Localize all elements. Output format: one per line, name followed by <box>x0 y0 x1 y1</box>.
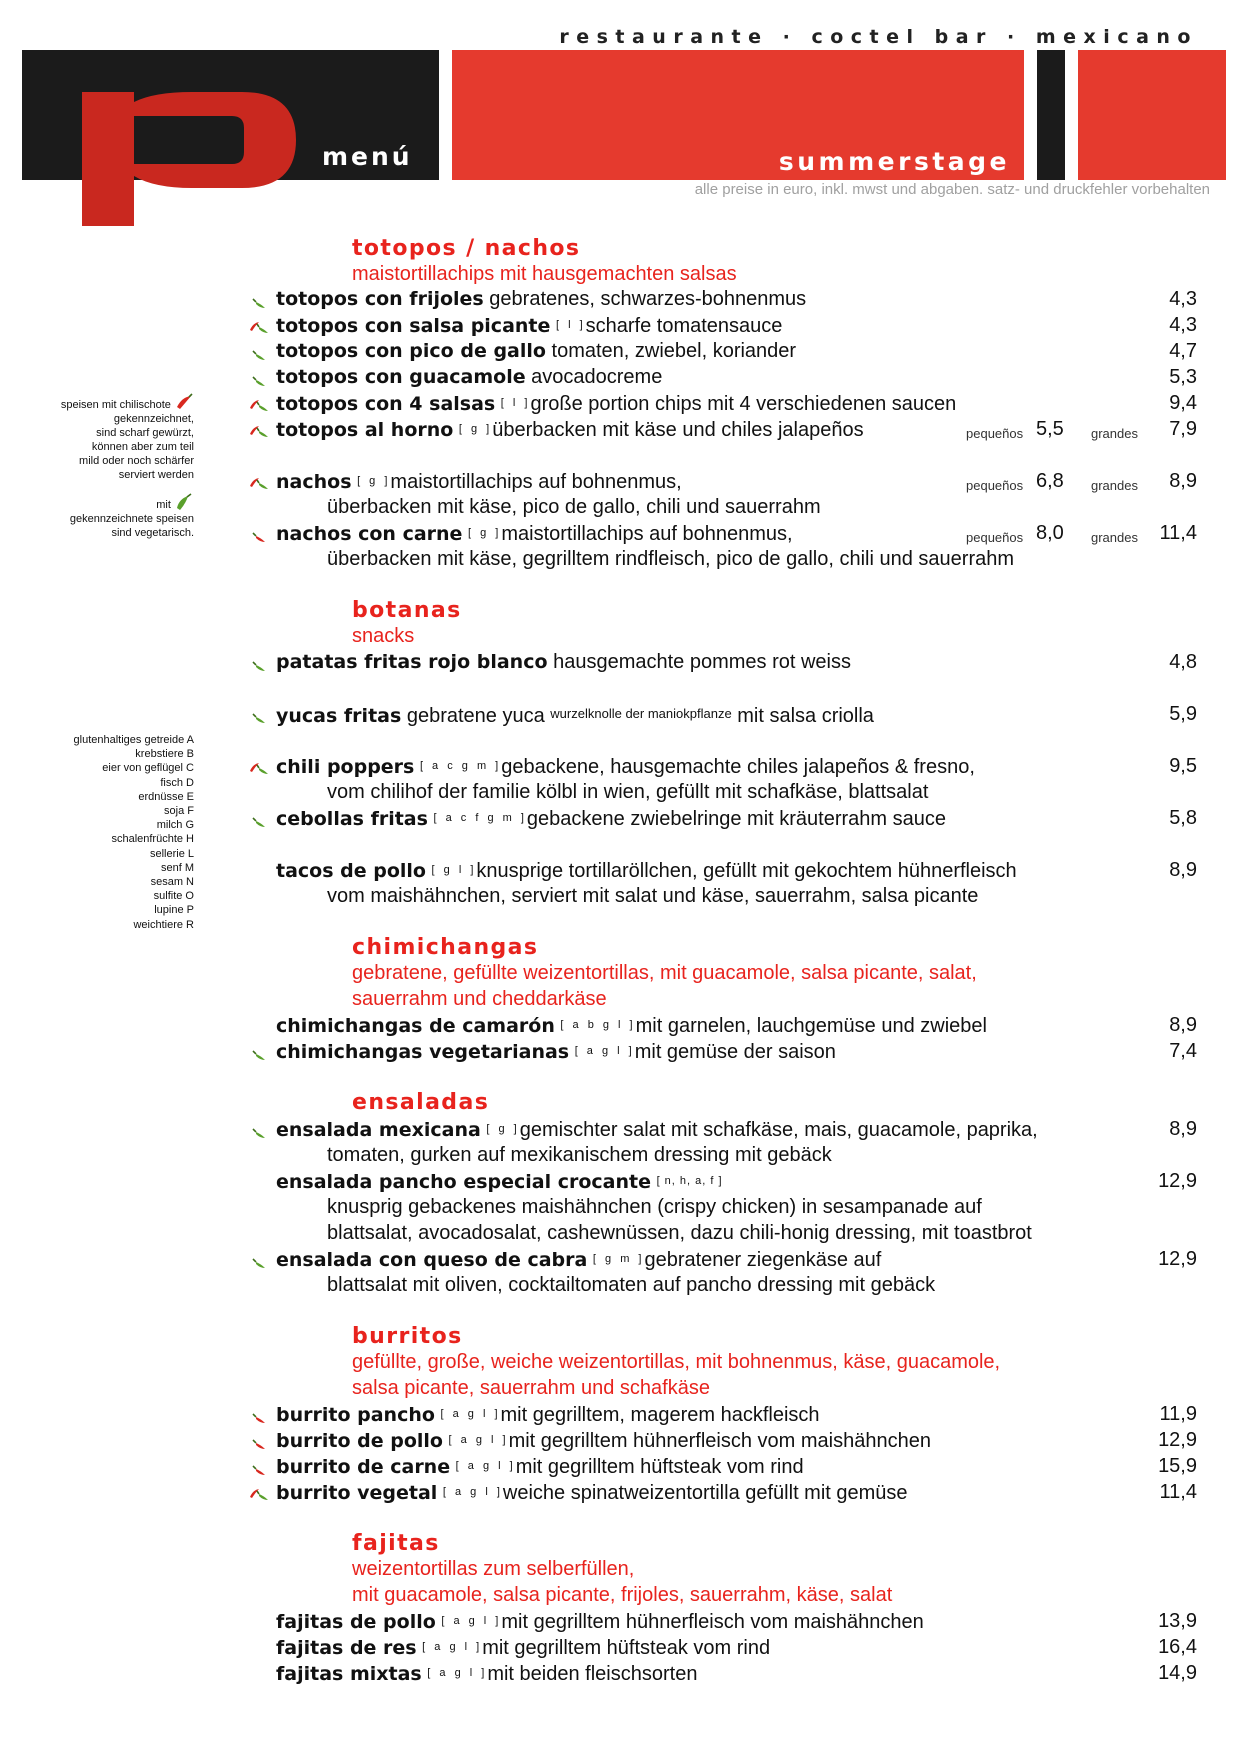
menu-item: burrito vegetal [ a g l ]weiche spinatweizentortilla gefüllt mit gemüse <box>276 1482 908 1504</box>
veg-legend: mit gekennzeichnete speisen sind vegetarisch. <box>70 493 194 540</box>
price-small: 8,0 <box>1036 522 1064 544</box>
item-description-continued: knusprig gebackenes maishähnchen (crispy chicken) in sesampanade auf <box>327 1196 982 1218</box>
menu-item: burrito de pollo [ a g l ]mit gegrilltem hühnerfleisch vom maishähnchen <box>276 1430 931 1452</box>
item-price: 5,8 <box>1169 807 1197 829</box>
item-description-continued: vom maishähnchen, serviert mit salat und käse, sauerrahm, salsa picante <box>327 885 979 907</box>
item-description-continued: überbacken mit käse, gegrilltem rindfleisch, pico de gallo, chili und sauerrahm <box>327 548 1015 570</box>
red-pepper-icon <box>246 1459 272 1477</box>
price-disclaimer: alle preise in euro, inkl. mwst und abgaben. satz- und druckfehler vorbehalten <box>694 181 1210 198</box>
menu-item: ensalada mexicana [ g ]gemischter salat mit schafkäse, mais, guacamole, paprika, <box>276 1119 1038 1141</box>
tagline: restaurante · coctel bar · mexicano <box>559 26 1198 48</box>
menu-item: fajitas de res [ a g l ]mit gegrilltem hüftsteak vom rind <box>276 1637 771 1659</box>
menu-item: fajitas de pollo [ a g l ]mit gegrilltem hühnerfleisch vom maishähnchen <box>276 1611 924 1633</box>
item-description-continued: blattsalat, avocadosalat, cashewnüssen, dazu chili-honig dressing, mit toastbrot <box>327 1222 1032 1244</box>
chili-mix-icon <box>246 396 272 414</box>
section-subtitle: gebratene, gefüllte weizentortillas, mit guacamole, salsa picante, salat, <box>352 962 977 984</box>
item-price: 4,3 <box>1169 314 1197 336</box>
chili-mix-icon <box>246 318 272 336</box>
green-pepper-icon <box>246 707 272 725</box>
menu-item: fajitas mixtas [ a g l ]mit beiden fleischsorten <box>276 1663 698 1685</box>
menu-item: ensalada con queso de cabra [ g m ]gebratener ziegenkäse auf <box>276 1249 882 1271</box>
section-subtitle: gefüllte, große, weiche weizentortillas, mit bohnenmus, käse, guacamole, <box>352 1351 1001 1373</box>
item-price: 7,4 <box>1169 1040 1197 1062</box>
header-black-bar <box>1037 50 1065 180</box>
green-pepper-icon <box>246 344 272 362</box>
red-pepper-icon <box>246 526 272 544</box>
price-large: 8,9 <box>1169 470 1197 492</box>
item-description-continued: vom chilihof der familie kölbl in wien, gefüllt mit schafkäse, blattsalat <box>327 781 929 803</box>
item-price: 9,4 <box>1169 392 1197 414</box>
header-red-bar <box>1078 50 1226 180</box>
section-subtitle: weizentortillas zum selberfüllen, <box>352 1558 635 1580</box>
menu-item: burrito pancho [ a g l ]mit gegrilltem, magerem hackfleisch <box>276 1404 820 1426</box>
section-title-fajitas: fajitas <box>352 1531 440 1556</box>
red-pepper-icon <box>246 1407 272 1425</box>
menu-item: totopos con guacamole avocadocreme <box>276 366 663 388</box>
item-price: 5,3 <box>1169 366 1197 388</box>
green-pepper-icon <box>246 370 272 388</box>
section-title-botanas: botanas <box>352 598 462 623</box>
price-small: 6,8 <box>1036 470 1064 492</box>
item-price: 4,7 <box>1169 340 1197 362</box>
red-pepper-icon <box>246 1433 272 1451</box>
chili-legend: speisen mit chilischote gekennzeichnet, sind scharf gewürzt, können aber zum teil mild oder noch schärfer serviert werden <box>61 393 194 482</box>
allergen-list: glutenhaltiges getreide A krebstiere B eier von geflügel C fisch D erdnüsse E soja F milch G schalenfrüchte H sellerie L senf M sesam N sulfite O lupine P weichtiere R <box>73 734 194 931</box>
summerstage-word: summerstage <box>778 147 1010 176</box>
item-price: 12,9 <box>1158 1248 1197 1270</box>
section-title-burritos: burritos <box>352 1324 463 1349</box>
menu-item: burrito de carne [ a g l ]mit gegrilltem hüftsteak vom rind <box>276 1456 804 1478</box>
section-title-chimichangas: chimichangas <box>352 935 539 960</box>
menu-item: yucas fritas gebratene yuca $^{wurzelknolle der maniokpflanze}$ mit salsa criolla <box>276 705 874 727</box>
item-price: 5,9 <box>1169 703 1197 725</box>
menu-item: nachos [ g ]maistortillachips auf bohnenmus, <box>276 471 682 493</box>
chili-mix-icon <box>246 1485 272 1503</box>
menu-word: menú <box>322 142 413 171</box>
item-price: 12,9 <box>1158 1429 1197 1451</box>
chili-mix-icon <box>246 474 272 492</box>
section-title-totopos: totopos / nachos <box>352 236 581 261</box>
menu-item: chimichangas de camarón [ a b g l ]mit garnelen, lauchgemüse und zwiebel <box>276 1015 987 1037</box>
menu-item: cebollas fritas [ a c f g m ]gebackene zwiebelringe mit kräuterrahm sauce <box>276 808 947 830</box>
item-description-continued: tomaten, gurken auf mexikanischem dressing mit gebäck <box>327 1144 832 1166</box>
section-subtitle: salsa picante, sauerrahm und schafkäse <box>352 1377 710 1399</box>
item-price: 8,9 <box>1169 1118 1197 1140</box>
green-pepper-icon <box>246 1252 272 1270</box>
item-price: 13,9 <box>1158 1610 1197 1632</box>
size-label-small: pequeños <box>966 478 1024 493</box>
item-description-continued: blattsalat mit oliven, cocktailtomaten auf pancho dressing mit gebäck <box>327 1274 936 1296</box>
price-large: 11,4 <box>1159 522 1197 544</box>
size-label-large: grandes <box>1091 530 1138 545</box>
menu-item: tacos de pollo [ g l ]knusprige tortillaröllchen, gefüllt mit gekochtem hühnerfleisch <box>276 860 1017 882</box>
chili-mix-icon <box>246 422 272 440</box>
item-price: 12,9 <box>1158 1170 1197 1192</box>
item-price: 4,3 <box>1169 288 1197 310</box>
green-pepper-icon <box>246 1122 272 1140</box>
item-price: 8,9 <box>1169 859 1197 881</box>
menu-item: totopos con frijoles gebratenes, schwarzes-bohnenmus <box>276 288 807 310</box>
item-description-continued: überbacken mit käse, pico de gallo, chili und sauerrahm <box>327 496 821 518</box>
menu-item: totopos al horno [ g ]überbacken mit käse und chiles jalapeños <box>276 419 864 441</box>
item-price: 4,8 <box>1169 651 1197 673</box>
size-label-small: pequeños <box>966 530 1024 545</box>
menu-item: nachos con carne [ g ]maistortillachips auf bohnenmus, <box>276 523 793 545</box>
green-pepper-icon <box>174 493 194 511</box>
item-price: 11,9 <box>1159 1403 1197 1425</box>
green-pepper-icon <box>246 655 272 673</box>
size-label-large: grandes <box>1091 478 1138 493</box>
menu-item: ensalada pancho especial crocante [ n, h, a, f ] <box>276 1171 723 1193</box>
section-subtitle: snacks <box>352 625 415 647</box>
size-label-large: grandes <box>1091 426 1138 441</box>
green-pepper-icon <box>246 292 272 310</box>
item-price: 8,9 <box>1169 1014 1197 1036</box>
section-title-ensaladas: ensaladas <box>352 1090 490 1115</box>
menu-item: patatas fritas rojo blanco hausgemachte pommes rot weiss <box>276 651 851 673</box>
menu-item: chimichangas vegetarianas [ a g l ]mit gemüse der saison <box>276 1041 836 1063</box>
menu-item: chili poppers [ a c g m ]gebackene, hausgemachte chiles jalapeños & fresno, <box>276 756 975 778</box>
size-label-small: pequeños <box>966 426 1024 441</box>
green-pepper-icon <box>246 1044 272 1062</box>
chili-pepper-icon <box>174 393 194 411</box>
price-large: 7,9 <box>1169 418 1197 440</box>
item-price: 16,4 <box>1158 1636 1197 1658</box>
section-subtitle: maistortillachips mit hausgemachten salsas <box>352 263 737 285</box>
menu-item: totopos con pico de gallo tomaten, zwiebel, koriander <box>276 340 797 362</box>
item-price: 9,5 <box>1169 755 1197 777</box>
chili-mix-icon <box>246 759 272 777</box>
menu-item: totopos con salsa picante [ l ]scharfe tomatensauce <box>276 315 783 337</box>
section-subtitle: sauerrahm und cheddarkäse <box>352 988 607 1010</box>
menu-item: totopos con 4 salsas [ l ]große portion chips mit 4 verschiedenen saucen <box>276 393 957 415</box>
section-subtitle: mit guacamole, salsa picante, frijoles, sauerrahm, käse, salat <box>352 1584 893 1606</box>
logo-p-icon <box>82 92 296 226</box>
item-price: 11,4 <box>1159 1481 1197 1503</box>
item-price: 15,9 <box>1158 1455 1197 1477</box>
item-price: 14,9 <box>1158 1662 1197 1684</box>
green-pepper-icon <box>246 811 272 829</box>
price-small: 5,5 <box>1036 418 1064 440</box>
